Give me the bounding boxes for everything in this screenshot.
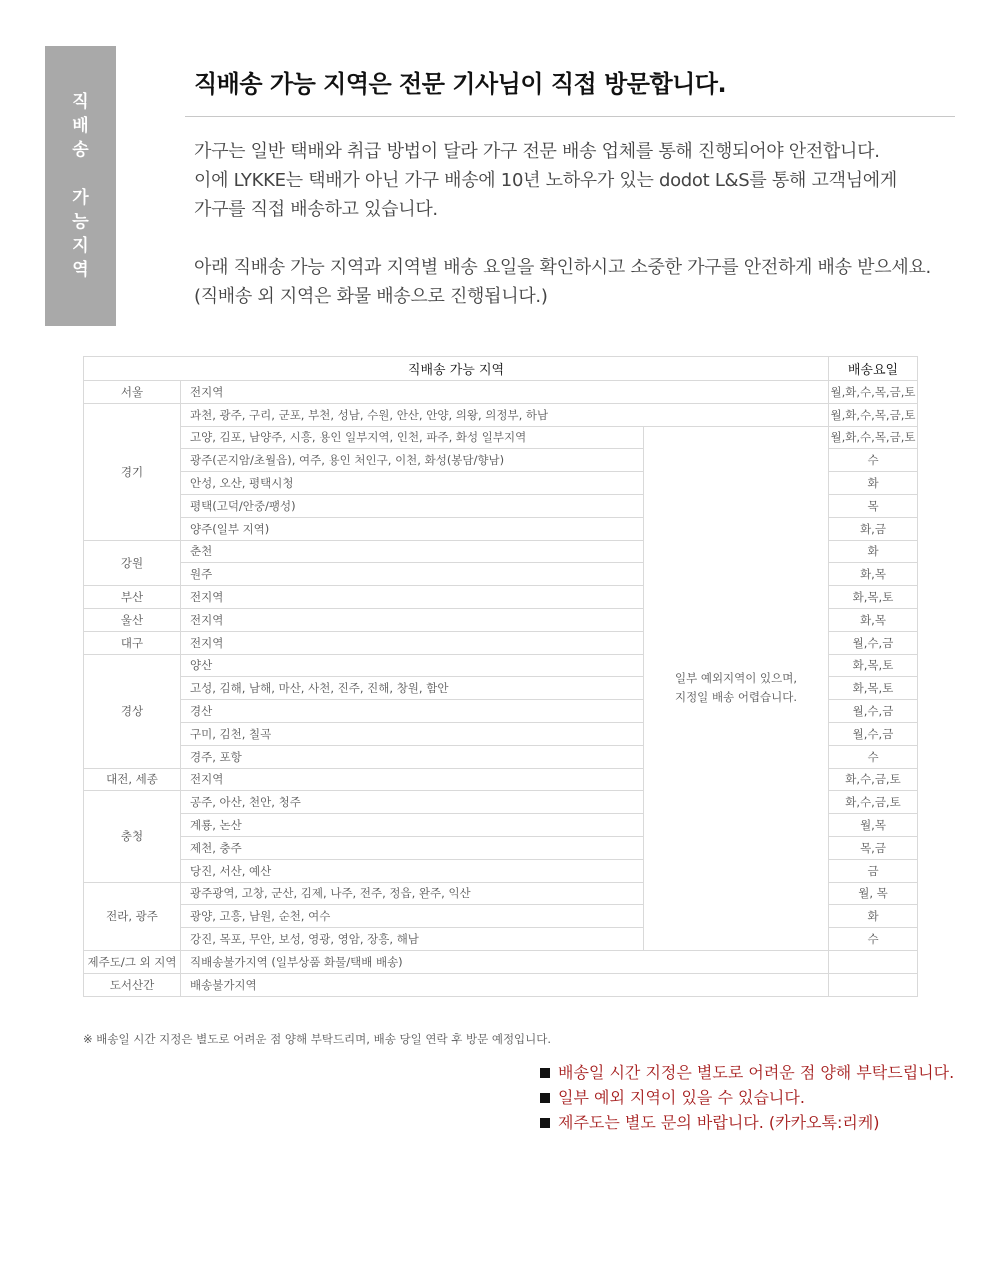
day-cell: 월, 목 — [829, 882, 918, 905]
day-cell: 화 — [829, 472, 918, 495]
area-cell: 당진, 서산, 예산 — [181, 859, 644, 882]
day-cell: 수 — [829, 928, 918, 951]
day-cell: 월,수,금 — [829, 631, 918, 654]
intro-line: 이에 LYKKE는 택배가 아닌 가구 배송에 10년 노하우가 있는 dodot L&S를 통해 고객님에게 — [194, 170, 897, 191]
day-cell: 화,목 — [829, 563, 918, 586]
side-tab-char: 직 — [72, 92, 89, 112]
area-cell: 경주, 포항 — [181, 745, 644, 768]
area-cell: 강진, 목포, 무안, 보성, 영광, 영암, 장흥, 해남 — [181, 928, 644, 951]
side-tab-char: 지 — [72, 236, 89, 256]
day-cell: 월,화,수,목,금,토 — [829, 426, 918, 449]
day-cell: 월,목 — [829, 814, 918, 837]
day-cell — [829, 950, 918, 973]
side-tab-char: 배 — [72, 116, 89, 136]
day-cell: 화,수,금,토 — [829, 791, 918, 814]
area-cell: 전지역 — [181, 586, 644, 609]
area-cell: 광주광역, 고창, 군산, 김제, 나주, 전주, 정읍, 완주, 익산 — [181, 882, 644, 905]
notice-text: 배송일 시간 지정은 별도로 어려운 점 양해 부탁드립니다. — [558, 1063, 955, 1082]
province-cell: 부산 — [84, 586, 181, 609]
area-cell: 고성, 김해, 남해, 마산, 사천, 진주, 진해, 창원, 함안 — [181, 677, 644, 700]
page-title: 직배송 가능 지역은 전문 기사님이 직접 방문합니다. — [194, 70, 727, 98]
province-cell: 충청 — [84, 791, 181, 882]
area-cell: 고양, 김포, 남양주, 시흥, 용인 일부지역, 인천, 파주, 화성 일부지역 — [181, 426, 644, 449]
side-tab-char: 역 — [72, 260, 89, 280]
day-cell: 화,목 — [829, 608, 918, 631]
table-header-row — [84, 357, 918, 381]
area-cell: 과천, 광주, 구리, 군포, 부천, 성남, 수원, 안산, 안양, 의왕, 의정부, 하남 — [181, 403, 829, 426]
day-cell: 월,수,금 — [829, 700, 918, 723]
notice-item — [540, 1110, 954, 1135]
day-cell: 월,수,금 — [829, 722, 918, 745]
notice-text: 제주도는 별도 문의 바랍니다. (카카오톡:리케) — [558, 1113, 880, 1132]
area-cell: 양주(일부 지역) — [181, 517, 644, 540]
day-cell: 화,목,토 — [829, 677, 918, 700]
intro-line: (직배송 외 지역은 화물 배송으로 진행됩니다.) — [194, 286, 548, 307]
day-cell: 수 — [829, 449, 918, 472]
black-square-bullet-icon — [540, 1093, 550, 1103]
side-section-tab — [45, 46, 116, 326]
province-cell: 도서산간 — [84, 973, 181, 996]
intro-line: 아래 직배송 가능 지역과 지역별 배송 요일을 확인하시고 소중한 가구를 안전하게 배송 받으세요. — [194, 257, 931, 278]
intro-text — [194, 137, 974, 311]
day-cell: 화,수,금,토 — [829, 768, 918, 791]
day-cell: 화 — [829, 905, 918, 928]
table-row — [84, 381, 918, 404]
area-cell: 배송불가지역 — [181, 973, 829, 996]
area-cell: 춘천 — [181, 540, 644, 563]
header-days: 배송요일 — [829, 357, 918, 381]
area-cell: 전지역 — [181, 631, 644, 654]
province-cell: 경상 — [84, 654, 181, 768]
paragraph-spacer — [194, 224, 974, 253]
day-cell: 화 — [829, 540, 918, 563]
exception-note-line: 일부 예외지역이 있으며, — [674, 671, 798, 686]
exception-note-cell — [644, 426, 829, 950]
notice-list — [540, 1060, 954, 1135]
province-cell: 강원 — [84, 540, 181, 586]
day-cell: 화,금 — [829, 517, 918, 540]
intro-line: 가구는 일반 택배와 취급 방법이 달라 가구 전문 배송 업체를 통해 진행되어야 안전합니다. — [194, 141, 880, 162]
area-cell: 안성, 오산, 평택시청 — [181, 472, 644, 495]
area-cell: 직배송불가지역 (일부상품 화물/택배 배송) — [181, 950, 829, 973]
notice-item — [540, 1060, 954, 1085]
area-cell: 광주(곤지암/초월읍), 여주, 용인 처인구, 이천, 화성(봉담/향남) — [181, 449, 644, 472]
area-cell: 계룡, 논산 — [181, 814, 644, 837]
table-row — [84, 403, 918, 426]
table-row — [84, 950, 918, 973]
intro-line: 가구를 직접 배송하고 있습니다. — [194, 199, 438, 220]
day-cell: 금 — [829, 859, 918, 882]
area-cell: 전지역 — [181, 381, 829, 404]
area-cell: 제천, 충주 — [181, 836, 644, 859]
area-cell: 광양, 고흥, 남원, 순천, 여수 — [181, 905, 644, 928]
exception-note-line: 지정일 배송 어렵습니다. — [674, 690, 798, 705]
province-cell: 울산 — [84, 608, 181, 631]
table-footnote: ※ 배송일 시간 지정은 별도로 어려운 점 양해 부탁드리며, 배송 당일 연락 후 방문 예정입니다. — [83, 1032, 552, 1046]
day-cell — [829, 973, 918, 996]
province-cell: 제주도/그 외 지역 — [84, 950, 181, 973]
day-cell: 월,화,수,목,금,토 — [829, 403, 918, 426]
area-cell: 전지역 — [181, 768, 644, 791]
notice-text: 일부 예외 지역이 있을 수 있습니다. — [558, 1088, 805, 1107]
area-cell: 전지역 — [181, 608, 644, 631]
notice-item — [540, 1085, 954, 1110]
black-square-bullet-icon — [540, 1118, 550, 1128]
day-cell: 월,화,수,목,금,토 — [829, 381, 918, 404]
area-cell: 원주 — [181, 563, 644, 586]
area-cell: 평택(고덕/안중/팽성) — [181, 494, 644, 517]
day-cell: 화,목,토 — [829, 654, 918, 677]
side-tab-char: 송 — [72, 140, 89, 160]
header-region: 직배송 가능 지역 — [84, 357, 829, 381]
side-tab-char: 가 — [72, 188, 89, 208]
province-cell: 대전, 세종 — [84, 768, 181, 791]
area-cell: 구미, 김천, 칠곡 — [181, 722, 644, 745]
table-row — [84, 426, 918, 449]
side-tab-char: 능 — [72, 212, 89, 232]
day-cell: 수 — [829, 745, 918, 768]
area-cell: 경산 — [181, 700, 644, 723]
province-cell: 서울 — [84, 381, 181, 404]
day-cell: 목 — [829, 494, 918, 517]
province-cell: 경기 — [84, 403, 181, 540]
day-cell: 화,목,토 — [829, 586, 918, 609]
day-cell: 목,금 — [829, 836, 918, 859]
table-row — [84, 973, 918, 996]
province-cell: 전라, 광주 — [84, 882, 181, 950]
black-square-bullet-icon — [540, 1068, 550, 1078]
delivery-region-table — [83, 356, 918, 997]
area-cell: 양산 — [181, 654, 644, 677]
province-cell: 대구 — [84, 631, 181, 654]
area-cell: 공주, 아산, 천안, 청주 — [181, 791, 644, 814]
title-divider — [185, 116, 955, 117]
